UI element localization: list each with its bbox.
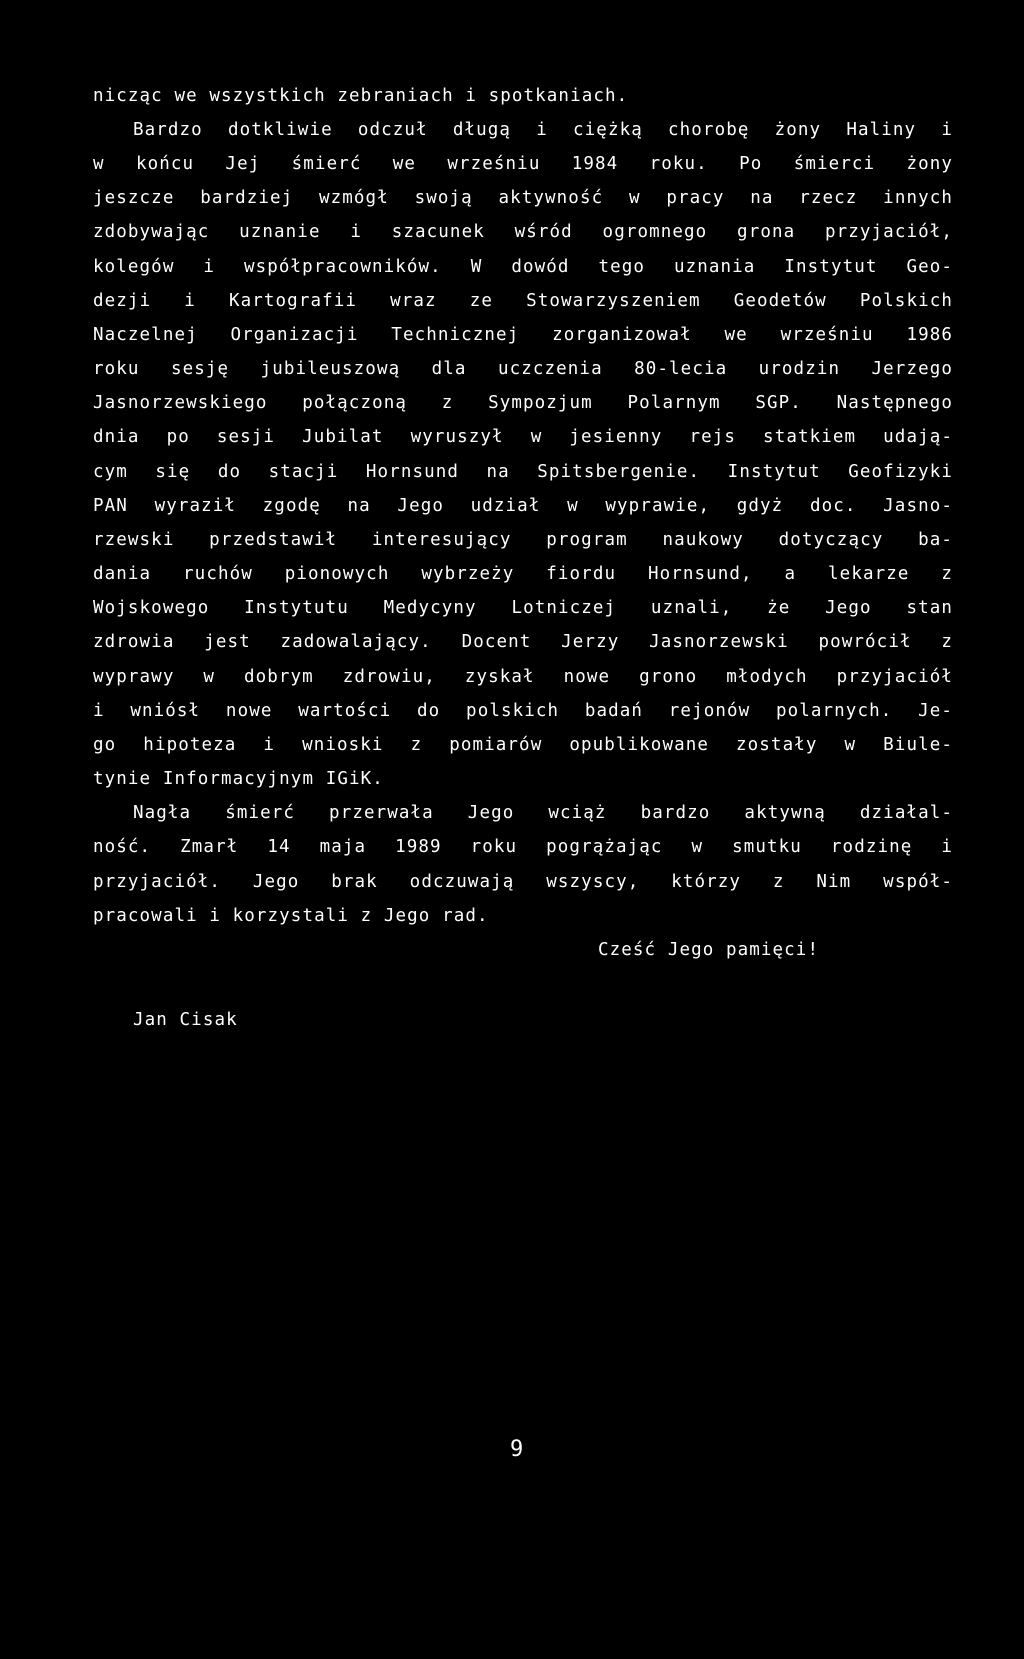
text-line: dania ruchów pionowych wybrzeży fiordu Hornsund, a lekarze z: [93, 564, 953, 584]
text-line: w końcu Jej śmierć we wrześniu 1984 roku. Po śmierci żony: [93, 154, 953, 174]
text-line: dnia po sesji Jubilat wyruszył w jesienny rejs statkiem udają-: [93, 427, 953, 447]
text-line: tynie Informacyjnym IGiK.: [93, 769, 384, 789]
text-line: zdobywając uznanie i szacunek wśród ogromnego grona przyjaciół,: [93, 222, 953, 242]
text-line: cym się do stacji Hornsund na Spitsbergenie. Instytut Geofizyki: [93, 462, 953, 482]
author-signature: Jan Cisak: [133, 1010, 238, 1030]
text-line: go hipoteza i wnioski z pomiarów opublikowane zostały w Biule-: [93, 735, 953, 755]
text-line: Nagła śmierć przerwała Jego wciąż bardzo aktywną działal-: [133, 803, 953, 823]
text-line: roku sesję jubileuszową dla uczczenia 80-lecia urodzin Jerzego: [93, 359, 953, 379]
text-line: dezji i Kartografii wraz ze Stowarzyszeniem Geodetów Polskich: [93, 291, 953, 311]
text-line: nicząc we wszystkich zebraniach i spotkaniach.: [93, 86, 629, 106]
text-line: zdrowia jest zadowalający. Docent Jerzy Jasnorzewski powrócił z: [93, 632, 953, 652]
text-line: jeszcze bardziej wzmógł swoją aktywność w pracy na rzecz innych: [93, 188, 953, 208]
page-number: 9: [510, 1437, 524, 1462]
text-line: Bardzo dotkliwie odczuł długą i ciężką chorobę żony Haliny i: [133, 120, 953, 140]
text-line: Jasnorzewskiego połączoną z Sympozjum Polarnym SGP. Następnego: [93, 393, 953, 413]
text-line: Wojskowego Instytutu Medycyny Lotniczej uznali, że Jego stan: [93, 598, 953, 618]
text-line: Naczelnej Organizacji Technicznej zorganizował we wrześniu 1986: [93, 325, 953, 345]
text-line: rzewski przedstawił interesujący program naukowy dotyczący ba-: [93, 530, 953, 550]
text-line: ność. Zmarł 14 maja 1989 roku pogrążając w smutku rodzinę i: [93, 837, 953, 857]
closing-line: Cześć Jego pamięci!: [598, 940, 820, 960]
text-line: pracowali i korzystali z Jego rad.: [93, 906, 489, 926]
text-line: PAN wyraził zgodę na Jego udział w wyprawie, gdyż doc. Jasno-: [93, 496, 953, 516]
text-line: przyjaciół. Jego brak odczuwają wszyscy, którzy z Nim współ-: [93, 872, 953, 892]
text-line: kolegów i współpracowników. W dowód tego uznania Instytut Geo-: [93, 257, 953, 277]
text-line: wyprawy w dobrym zdrowiu, zyskał nowe grono młodych przyjaciół: [93, 667, 953, 687]
text-line: i wniósł nowe wartości do polskich badań rejonów polarnych. Je-: [93, 701, 953, 721]
